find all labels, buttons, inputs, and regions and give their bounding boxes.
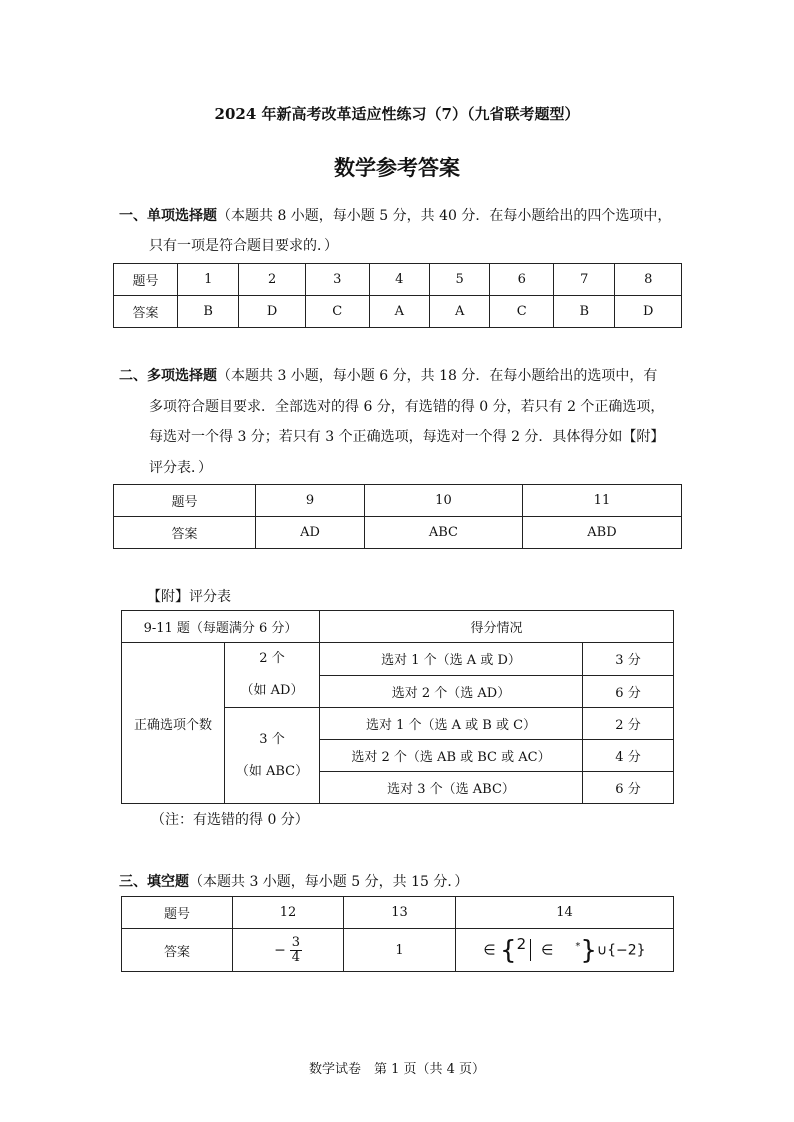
table-row	[114, 485, 682, 517]
answer-12	[233, 929, 344, 972]
question-number: 9	[256, 485, 365, 517]
section1-heading: 一、单项选择题	[119, 208, 217, 224]
score-desc: 选对 2 个（选 AD）	[320, 675, 583, 708]
section1-answer-table	[113, 263, 682, 328]
question-number: 4	[369, 264, 429, 296]
group-two-options	[225, 643, 320, 708]
section1-desc-line2: 只有一项是符合题目要求的．）	[149, 238, 338, 254]
fraction-denominator: 4	[291, 949, 301, 965]
section2-intro	[119, 361, 719, 391]
section2-desc-line2: 多项符合题目要求．全部选对的得 6 分，有选错的得 0 分，若只有 2 个正确选项，	[149, 399, 665, 415]
score-desc: 选对 2 个（选 AB 或 BC 或 AC）	[320, 740, 583, 772]
table-row	[114, 296, 682, 328]
set-separator	[530, 939, 531, 961]
question-number: 13	[344, 897, 456, 929]
section2-desc-line1: （本题共 3 小题，每小题 6 分，共 18 分．在每小题给出的选项中，有	[217, 368, 658, 384]
section3-answer-table	[121, 896, 674, 972]
answer-cell: ABD	[522, 517, 681, 549]
answer-14	[456, 929, 674, 972]
scoring-caption: 【附】评分表	[147, 589, 231, 605]
page-footer: 数学试卷 第 1 页（共 4 页）	[308, 1062, 486, 1077]
row-label: 题号	[114, 264, 178, 296]
question-number: 3	[305, 264, 369, 296]
row-label: 题号	[114, 485, 256, 517]
row-label: 答案	[114, 517, 256, 549]
group-three-example: （如 ABC）	[235, 763, 309, 779]
minus-sign: −	[274, 942, 286, 958]
element-of-symbol: ∈	[483, 942, 496, 959]
scoring-head-right: 得分情况	[320, 611, 674, 643]
question-number: 1	[178, 264, 239, 296]
question-number: 5	[429, 264, 489, 296]
question-number: 14	[456, 897, 674, 929]
section3-desc: （本题共 3 小题，每小题 5 分，共 15 分．）	[189, 874, 469, 890]
question-number: 2	[239, 264, 305, 296]
score-value: 6 分	[583, 675, 674, 708]
right-brace: }	[580, 935, 597, 966]
question-number: 11	[522, 485, 681, 517]
star-superscript: *	[575, 940, 581, 952]
answer-cell: D	[239, 296, 305, 328]
answer-cell: C	[305, 296, 369, 328]
row-label: 答案	[114, 296, 178, 328]
section2-heading: 二、多项选择题	[119, 368, 217, 384]
answer-cell: ABC	[365, 517, 523, 549]
group-three-options	[225, 708, 320, 804]
left-brace: {	[500, 935, 517, 966]
table-row	[122, 643, 674, 676]
question-number: 7	[554, 264, 615, 296]
score-value: 2 分	[583, 708, 674, 740]
group-two-count: 2 个	[259, 651, 285, 666]
answer-cell: A	[429, 296, 489, 328]
row-label: 答案	[122, 929, 233, 972]
answer-cell: D	[615, 296, 682, 328]
section3-heading: 三、填空题	[119, 874, 189, 890]
section1-intro	[119, 201, 719, 231]
answer-cell: A	[369, 296, 429, 328]
score-value: 3 分	[583, 643, 674, 676]
set-element: 2	[516, 934, 527, 953]
row-label: 题号	[122, 897, 233, 929]
question-number: 8	[615, 264, 682, 296]
question-number: 12	[233, 897, 344, 929]
answer-cell: C	[490, 296, 554, 328]
scoring-note: （注：有选错的得 0 分）	[151, 812, 309, 828]
group-three-count: 3 个	[259, 731, 285, 747]
question-number: 6	[490, 264, 554, 296]
table-row	[122, 897, 674, 929]
section2-desc-line3: 每选对一个得 3 分；若只有 3 个正确选项，每选对一个得 2 分．具体得分如【附】	[149, 429, 665, 445]
answer-13: 1	[344, 929, 456, 972]
section3-intro	[119, 867, 719, 897]
scoring-table	[121, 610, 674, 804]
fraction	[290, 936, 302, 965]
section2-desc-line4: 评分表．）	[149, 460, 212, 476]
document-title: 2024 年新高考改革适应性练习（7）（九省联考题型）	[214, 105, 580, 123]
document-subtitle: 数学参考答案	[334, 155, 460, 180]
section2-answer-table	[113, 484, 682, 549]
answer-cell: B	[178, 296, 239, 328]
score-desc: 选对 1 个（选 A 或 B 或 C）	[320, 708, 583, 740]
group-label: 正确选项个数	[122, 643, 225, 804]
score-desc: 选对 3 个（选 ABC）	[320, 772, 583, 804]
answer-cell: B	[554, 296, 615, 328]
score-value: 4 分	[583, 740, 674, 772]
answer-cell: AD	[256, 517, 365, 549]
table-row	[114, 517, 682, 549]
scoring-head-left: 9-11 题（每题满分 6 分）	[122, 611, 320, 643]
question-number: 10	[365, 485, 523, 517]
score-value: 6 分	[583, 772, 674, 804]
set-condition-symbol: ∈	[541, 942, 554, 959]
union-suffix: ∪{−2}	[596, 942, 646, 959]
group-two-example: （如 AD）	[240, 683, 304, 698]
table-row	[122, 929, 674, 972]
table-row	[114, 264, 682, 296]
fraction-numerator: 3	[291, 934, 301, 950]
section1-desc-line1: （本题共 8 小题，每小题 5 分，共 40 分．在每小题给出的四个选项中，	[217, 208, 672, 224]
score-desc: 选对 1 个（选 A 或 D）	[320, 643, 583, 676]
table-row	[122, 611, 674, 643]
